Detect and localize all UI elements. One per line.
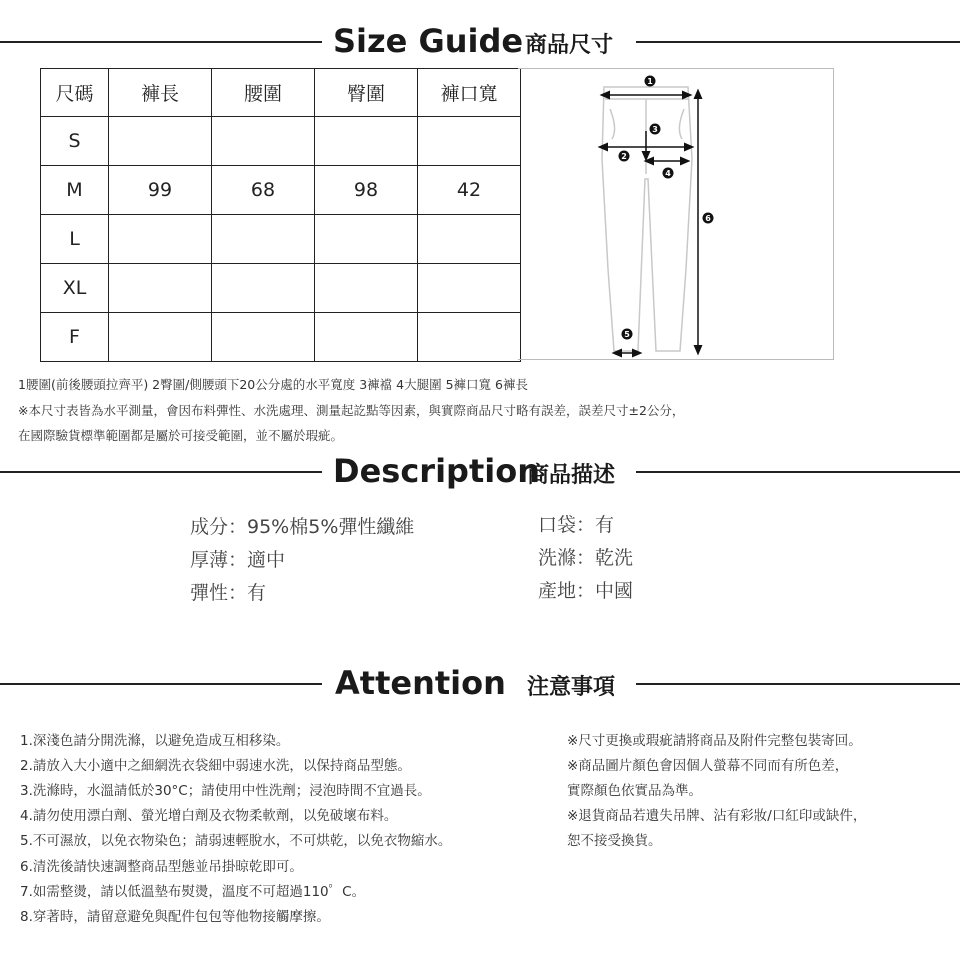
waist-cell: 68 (212, 166, 315, 215)
length-cell (109, 264, 212, 313)
care-item-6: 6.清洗後請快速調整商品型態並吊掛晾乾即可。 (20, 859, 303, 875)
hip-cell (315, 264, 418, 313)
header-rule-right (636, 683, 960, 685)
waist-cell (212, 215, 315, 264)
care-item-5: 5.不可濕放，以免衣物染色；請弱速輕脫水，不可烘乾，以免衣物縮水。 (20, 833, 452, 849)
hem-cell (418, 215, 521, 264)
return-note-3: 恕不接受換貨。 (567, 833, 662, 849)
return-note-2: ※退貨商品若遺失吊牌、沾有彩妝/口紅印或缺件， (567, 808, 867, 824)
care-item-3: 3.洗滌時，水溫請低於30°C；請使用中性洗劑；浸泡時間不宜過長。 (20, 783, 431, 799)
length-cell: 99 (109, 166, 212, 215)
attention-subtitle: 注意事項 (527, 675, 616, 700)
marker-2: 2 (621, 152, 627, 161)
size-guide-title: Size Guide (333, 22, 524, 60)
origin-text: 產地：中國 (538, 580, 634, 602)
color-note-2: 實際顏色依實品為準。 (567, 783, 702, 799)
header-rule-left (0, 683, 322, 685)
care-item-7: 7.如需整燙，請以低溫墊布熨燙，溫度不可超過110゜C。 (20, 884, 366, 900)
waist-cell (212, 117, 315, 166)
hip-cell (315, 215, 418, 264)
header-rule-right (636, 471, 960, 473)
marker-1: 1 (647, 77, 653, 86)
table-row (41, 215, 521, 264)
measurement-note-1: ※本尺寸表皆為水平測量，會因布料彈性、水洗處理、測量起訖點等因素，與實際商品尺寸略有誤差，誤差尺寸±2公分， (18, 403, 685, 418)
material-text: 成分：95%棉5%彈性纖維 (190, 516, 415, 538)
size-cell: XL (41, 264, 109, 313)
hem-cell (418, 117, 521, 166)
hip-cell: 98 (315, 166, 418, 215)
hem-cell: 42 (418, 166, 521, 215)
stretch-text: 彈性：有 (190, 582, 267, 604)
pocket-text: 口袋：有 (538, 514, 615, 536)
measurement-legend: 1腰圍(前後腰頭拉齊平) 2臀圍/側腰頭下20公分處的水平寬度 3褲襠 4大腿圍 5褲口寬 6褲長 (18, 377, 528, 392)
hem-cell (418, 313, 521, 362)
size-cell: L (41, 215, 109, 264)
marker-3: 3 (652, 125, 658, 134)
care-item-2: 2.請放入大小適中之細網洗衣袋細中弱速水洗，以保持商品型態。 (20, 758, 411, 774)
care-item-4: 4.請勿使用漂白劑、螢光增白劑及衣物柔軟劑，以免破壞布料。 (20, 808, 398, 824)
size-cell: M (41, 166, 109, 215)
measurement-note-2: 在國際驗貨標準範圍都是屬於可接受範圍，並不屬於瑕疵。 (18, 428, 344, 443)
header-waist: 腰圍 (212, 69, 315, 117)
diagram-markers (619, 76, 714, 340)
description-title: Description (333, 452, 540, 490)
care-item-1: 1.深淺色請分開洗滌，以避免造成互相移染。 (20, 733, 290, 749)
description-header (0, 452, 960, 492)
table-row (41, 117, 521, 166)
size-table (40, 68, 521, 362)
waist-cell (212, 313, 315, 362)
header-size: 尺碼 (41, 69, 109, 117)
hip-cell (315, 313, 418, 362)
table-row (41, 313, 521, 362)
care-item-8: 8.穿著時，請留意避免與配件包包等他物接觸摩擦。 (20, 909, 330, 925)
description-subtitle: 商品描述 (527, 463, 616, 488)
length-cell (109, 215, 212, 264)
header-length: 褲長 (109, 69, 212, 117)
attention-header (0, 664, 960, 704)
header-hip: 臀圍 (315, 69, 418, 117)
size-cell: S (41, 117, 109, 166)
attention-title: Attention (335, 664, 506, 702)
header-hem: 褲口寬 (418, 69, 521, 117)
marker-4: 4 (665, 169, 671, 178)
header-rule-left (0, 41, 322, 43)
pants-diagram-frame (518, 68, 834, 360)
washing-text: 洗滌：乾洗 (538, 547, 634, 569)
length-cell (109, 117, 212, 166)
return-note-1: ※尺寸更換或瑕疵請將商品及附件完整包裝寄回。 (567, 733, 862, 749)
pants-outline-icon (602, 87, 692, 351)
header-rule-right (636, 41, 960, 43)
pants-diagram (518, 69, 834, 361)
size-guide-header (0, 22, 960, 62)
thickness-text: 厚薄：適中 (190, 549, 286, 571)
hip-cell (315, 117, 418, 166)
hem-cell (418, 264, 521, 313)
color-note-1: ※商品圖片顏色會因個人螢幕不同而有所色差， (567, 758, 849, 774)
table-row (41, 264, 521, 313)
waist-cell (212, 264, 315, 313)
table-row (41, 166, 521, 215)
size-guide-subtitle: 商品尺寸 (525, 33, 614, 58)
table-header-row (41, 69, 521, 117)
marker-5: 5 (624, 330, 630, 339)
marker-6: 6 (705, 214, 711, 223)
length-cell (109, 313, 212, 362)
header-rule-left (0, 471, 322, 473)
size-cell: F (41, 313, 109, 362)
